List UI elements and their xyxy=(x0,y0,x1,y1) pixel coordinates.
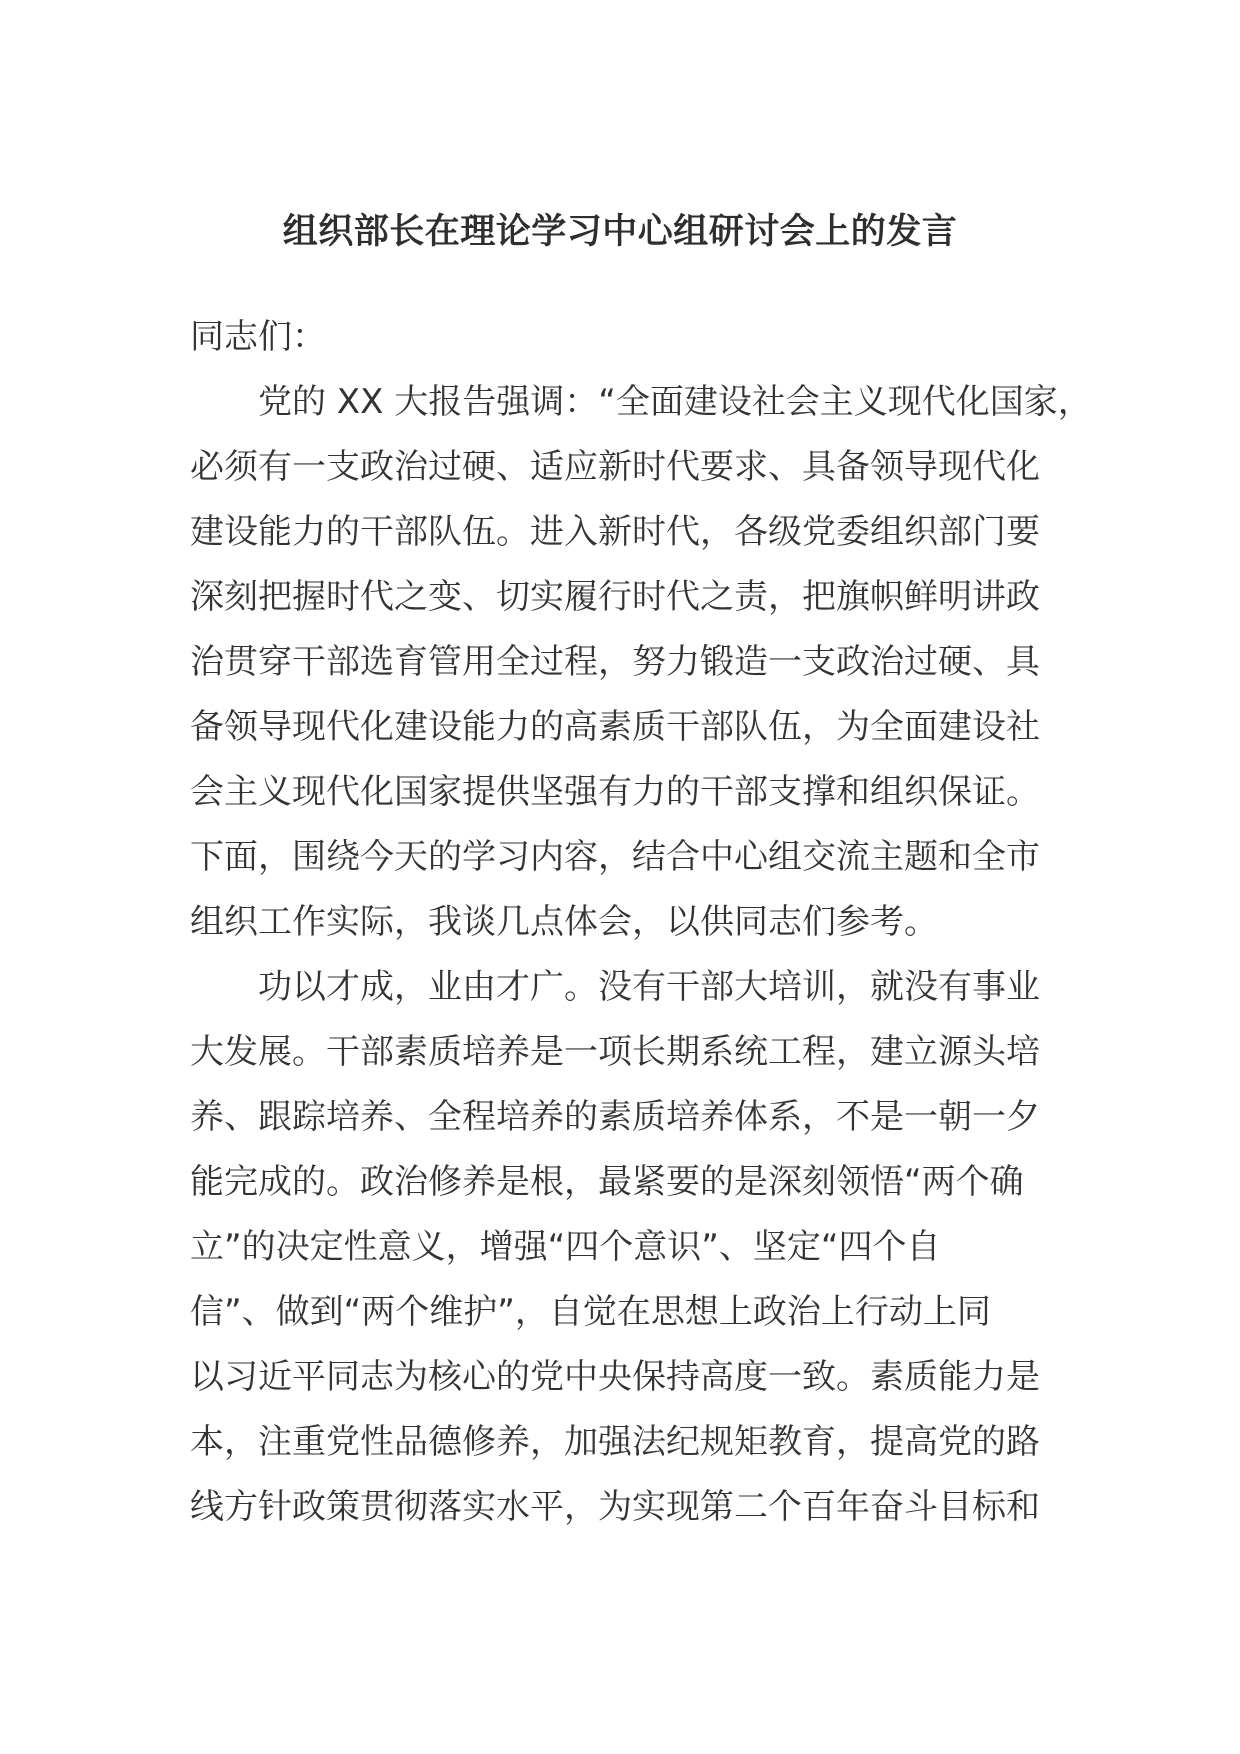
paragraph-line: 治贯穿干部选育管用全过程，努力锻造一支政治过硬、具 xyxy=(190,642,1040,682)
document-body xyxy=(190,305,1092,1540)
paragraph-line: 备领导现代化建设能力的高素质干部队伍，为全面建设社 xyxy=(190,707,1040,747)
paragraph-line: 必须有一支政治过硬、适应新时代要求、具备领导现代化 xyxy=(190,447,1040,487)
paragraph-line: 功以才成，业由才广。没有干部大培训，就没有事业 xyxy=(258,967,1040,1007)
paragraph-line: 会主义现代化国家提供坚强有力的干部支撑和组织保证。 xyxy=(190,772,1040,812)
salutation: 同志们： xyxy=(190,317,326,357)
paragraph-line: 能完成的。政治修养是根，最紧要的是深刻领悟“两个确 xyxy=(190,1162,1024,1202)
paragraph-line: 立”的决定性意义，增强“四个意识”、坚定“四个自 xyxy=(190,1227,941,1267)
document-title: 组织部长在理论学习中心组研讨会上的发言 xyxy=(282,212,958,252)
paragraph-line: 大发展。干部素质培养是一项长期系统工程，建立源头培 xyxy=(190,1032,1040,1072)
paragraph-line: 以习近平同志为核心的党中央保持高度一致。素质能力是 xyxy=(190,1357,1040,1397)
paragraph-line: 党的 XX 大报告强调：“全面建设社会主义现代化国家， xyxy=(258,382,1092,422)
paragraph-line: 建设能力的干部队伍。进入新时代，各级党委组织部门要 xyxy=(190,512,1040,552)
paragraph-line: 线方针政策贯彻落实水平，为实现第二个百年奋斗目标和 xyxy=(190,1487,1040,1527)
paragraph-line: 下面，围绕今天的学习内容，结合中心组交流主题和全市 xyxy=(190,837,1040,877)
paragraph-line: 本，注重党性品德修养，加强法纪规矩教育，提高党的路 xyxy=(190,1422,1040,1462)
paragraph-line: 养、跟踪培养、全程培养的素质培养体系，不是一朝一夕 xyxy=(190,1097,1040,1137)
paragraph-line: 深刻把握时代之变、切实履行时代之责，把旗帜鲜明讲政 xyxy=(190,577,1040,617)
paragraph-line: 组织工作实际，我谈几点体会，以供同志们参考。 xyxy=(190,902,938,942)
paragraph-line: 信”、做到“两个维护”，自觉在思想上政治上行动上同 xyxy=(190,1292,991,1332)
